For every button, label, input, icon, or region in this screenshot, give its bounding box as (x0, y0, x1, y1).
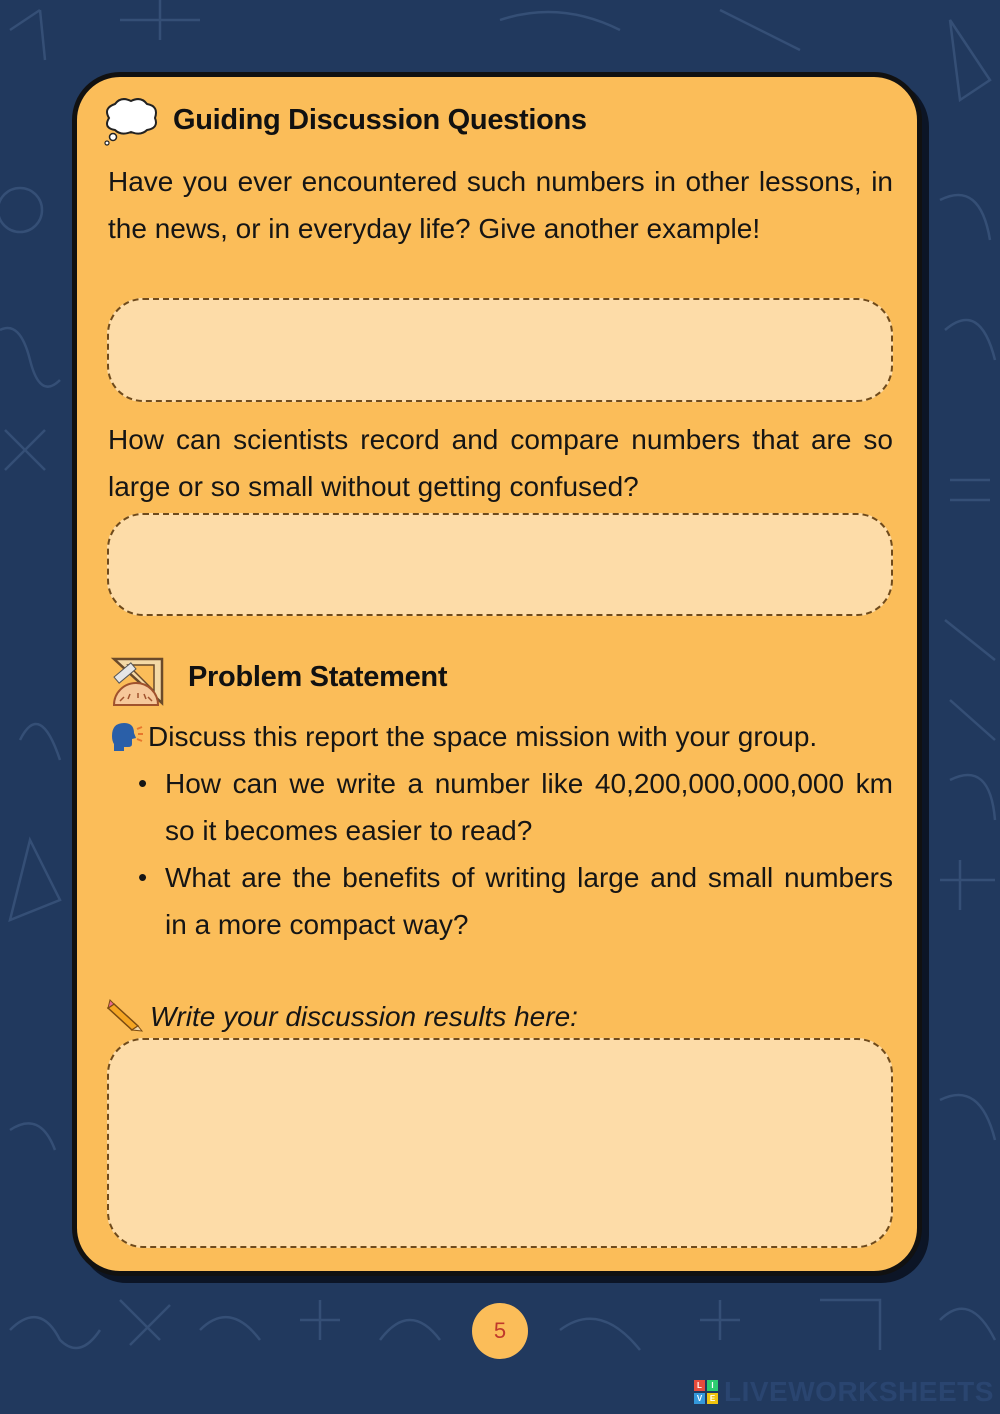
question-2-text: How can scientists record and compare numbers that are so large or so small without getting confused? (108, 424, 893, 502)
speaking-head-icon (108, 720, 144, 752)
question-1-text: Have you ever encountered such numbers in other lessons, in the news, or in everyday life? Give another example! (108, 166, 893, 244)
answer-input-question-1[interactable] (109, 300, 891, 400)
discussion-answer-input[interactable] (109, 1040, 891, 1246)
answer-box-question-1[interactable] (107, 298, 893, 402)
brand-name: LIVEWORKSHEETS (724, 1376, 994, 1407)
set-square-protractor-icon (110, 655, 166, 707)
thought-bubble-icon (99, 96, 161, 146)
answer-box-question-2[interactable] (107, 513, 893, 616)
section-heading-problem-statement: Problem Statement (188, 661, 448, 693)
section-heading-guiding-questions: Guiding Discussion Questions (173, 104, 587, 136)
list-item: • What are the benefits of writing large and small numbers in a more compact way? (108, 854, 893, 948)
problem-bullet-list (108, 760, 893, 948)
logo-grid-icon: L I V E (694, 1380, 718, 1404)
discussion-answer-box[interactable] (107, 1038, 893, 1248)
pencil-icon (106, 998, 144, 1032)
answer-input-question-2[interactable] (109, 515, 891, 614)
liveworksheets-logo (694, 1376, 994, 1408)
problem-intro-text: Discuss this report the space mission with your group. (148, 721, 818, 752)
discussion-prompt: Write your discussion results here: (150, 1001, 578, 1032)
list-item: • How can we write a number like 40,200,000,000,000 km so it becomes easier to read? (108, 760, 893, 854)
page-number: 5 (472, 1303, 528, 1359)
